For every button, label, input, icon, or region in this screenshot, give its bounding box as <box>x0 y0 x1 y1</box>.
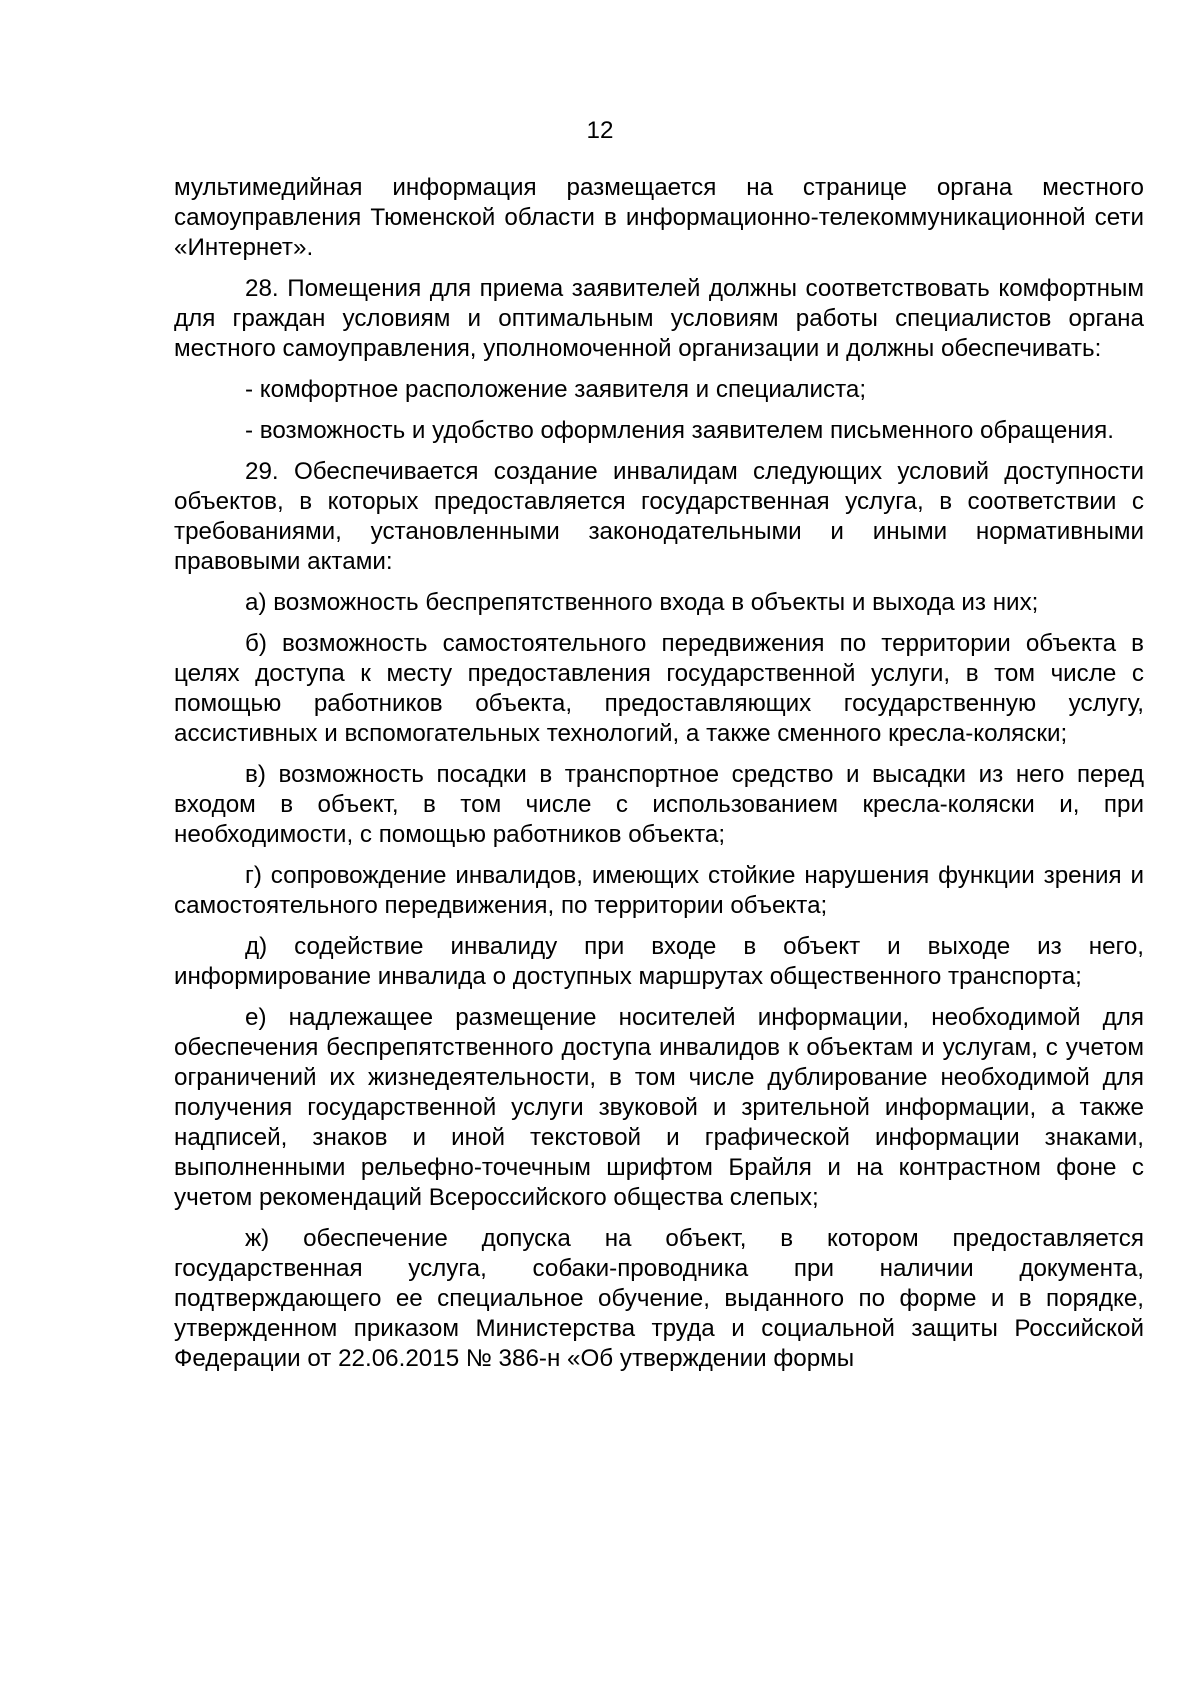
list-item-zh: ж) обеспечение допуска на объект, в котором предоставляется государственная услуга, собаки-проводника при наличии документа, подтверждающего ее специальное обучение, выданного по форме и в порядке, утвержденном приказом Министерства труда и социальной защиты Российской Федерации от 22.06.2015 № 386-н «Об утверждении формы <box>174 1225 1144 1372</box>
list-item-v: в) возможность посадки в транспортное средство и высадки из него перед входом в объект, в том числе с использованием кресла-коляски и, при необходимости, с помощью работников объекта; <box>174 761 1144 848</box>
list-item-b: б) возможность самостоятельного передвижения по территории объекта в целях доступа к месту предоставления государственной услуги, в том числе с помощью работников объекта, предоставляющих государственную услугу, ассистивных и вспомогательных технологий, а также сменного кресла-коляски; <box>174 630 1144 747</box>
list-item-d: д) содействие инвалиду при входе в объект и выходе из него, информирование инвалида о доступных маршрутах общественного транспорта; <box>174 933 1144 990</box>
paragraph-28: 28. Помещения для приема заявителей должны соответствовать комфортным для граждан условиям и оптимальным условиям работы специалистов органа местного самоуправления, уполномоченной организации и должны обеспечивать: <box>174 275 1144 362</box>
list-item-a: а) возможность беспрепятственного входа в объекты и выхода из них; <box>245 589 1039 616</box>
paragraph-29: 29. Обеспечивается создание инвалидам следующих условий доступности объектов, в которых предоставляется государственная услуга, в соответствии с требованиями, установленными законодательными и иными нормативными правовыми актами: <box>174 458 1144 575</box>
paragraph-continuation: мультимедийная информация размещается на странице органа местного самоуправления Тюменской области в информационно-телекоммуникационной сети «Интернет». <box>174 174 1144 261</box>
list-item-written-appeal: - возможность и удобство оформления заявителем письменного обращения. <box>245 417 1114 444</box>
list-item-comfortable-placement: - комфортное расположение заявителя и специалиста; <box>245 376 867 403</box>
page-number: 12 <box>586 117 614 144</box>
list-item-e: е) надлежащее размещение носителей информации, необходимой для обеспечения беспрепятственного доступа инвалидов к объектам и услугам, с учетом ограничений их жизнедеятельности, в том числе дублирование необходимой для получения государственной услуги звуковой и зрительной информации, а также надписей, знаков и иной текстовой и графической информации знаками, выполненными рельефно-точечным шрифтом Брайля и на контрастном фоне с учетом рекомендаций Всероссийского общества слепых; <box>174 1004 1144 1211</box>
list-item-g: г) сопровождение инвалидов, имеющих стойкие нарушения функции зрения и самостоятельного передвижения, по территории объекта; <box>174 862 1144 919</box>
document-body <box>174 173 1144 1385</box>
